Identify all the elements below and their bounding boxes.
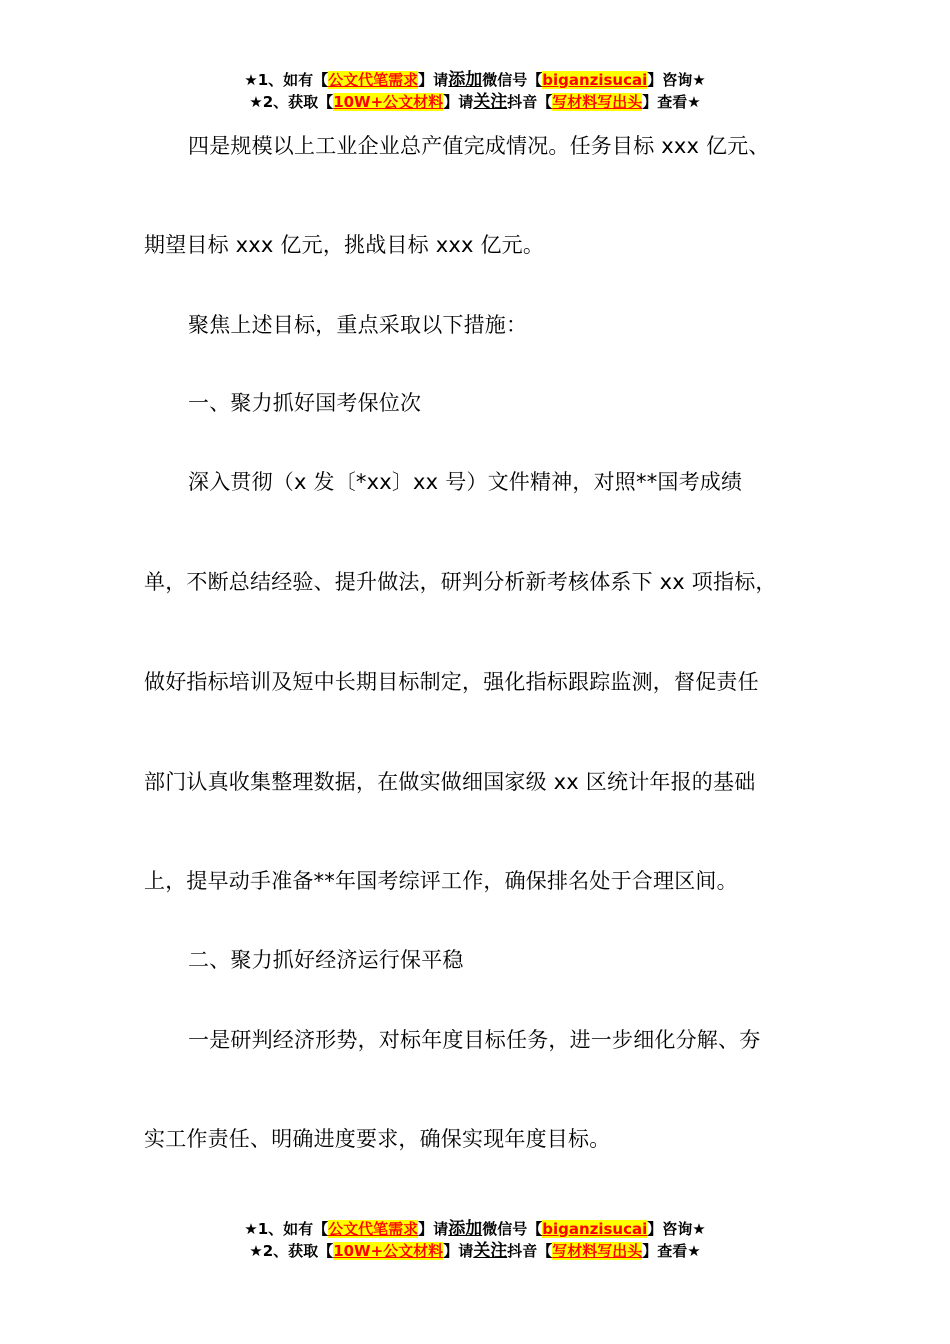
banner-text: 微信号【: [482, 1220, 543, 1238]
banner-wechat-id: biganzisucai: [542, 1220, 648, 1238]
banner-line-1: [0, 69, 950, 91]
banner-emphasis: 关注: [473, 1241, 508, 1261]
banner-wechat-id: biganzisucai: [542, 71, 648, 89]
header-banner: [0, 69, 950, 113]
body-line: 做好指标培训及短中长期目标制定，强化指标跟踪监测，督促责任: [144, 670, 759, 694]
banner-text: 】请: [418, 1220, 449, 1238]
banner-emphasis: 关注: [473, 92, 508, 112]
body-line: 实工作责任、明确进度要求，确保实现年度目标。: [144, 1127, 611, 1151]
banner-line-1: [0, 1218, 950, 1240]
banner-text: 抖音【: [507, 1242, 553, 1260]
banner-highlight: 公文代笔需求: [328, 1220, 419, 1238]
banner-text: 微信号【: [482, 71, 543, 89]
banner-highlight: 10W+公文材料: [333, 1242, 444, 1260]
banner-text: ★2、获取【: [249, 1242, 334, 1260]
body-line: 部门认真收集整理数据，在做实做细国家级 xx 区统计年报的基础: [144, 770, 756, 794]
banner-text: 】请: [443, 1242, 474, 1260]
banner-text: 】查看★: [642, 1242, 701, 1260]
banner-text: 】查看★: [642, 93, 701, 111]
body-line: 四是规模以上工业企业总产值完成情况。任务目标 xxx 亿元、: [188, 134, 770, 158]
banner-text: ★1、如有【: [244, 1220, 329, 1238]
banner-text: 抖音【: [507, 93, 553, 111]
body-line: 聚焦上述目标，重点采取以下措施：: [188, 313, 528, 337]
body-line: 一是研判经济形势，对标年度目标任务，进一步细化分解、夯: [188, 1028, 761, 1052]
body-line: 上，提早动手准备**年国考综评工作，确保排名处于合理区间。: [144, 869, 738, 893]
banner-line-2: [0, 1240, 950, 1262]
banner-text: ★1、如有【: [244, 71, 329, 89]
body-line: 期望目标 xxx 亿元，挑战目标 xxx 亿元。: [144, 233, 545, 257]
body-line: 单，不断总结经验、提升做法，研判分析新考核体系下 xx 项指标，: [144, 570, 777, 594]
body-line: 深入贯彻（x 发〔*xx〕xx 号）文件精神，对照**国考成绩: [188, 470, 743, 494]
banner-text: 】请: [443, 93, 474, 111]
section-heading: 二、聚力抓好经济运行保平稳: [188, 948, 464, 972]
footer-banner: [0, 1218, 950, 1262]
banner-text: 】请: [418, 71, 449, 89]
banner-text: 】咨询★: [647, 1220, 706, 1238]
banner-highlight: 10W+公文材料: [333, 93, 444, 111]
banner-douyin-id: 写材料写出头: [552, 93, 643, 111]
banner-text: ★2、获取【: [249, 93, 334, 111]
banner-emphasis: 添加: [448, 1219, 483, 1239]
banner-highlight: 公文代笔需求: [328, 71, 419, 89]
banner-douyin-id: 写材料写出头: [552, 1242, 643, 1260]
banner-text: 】咨询★: [647, 71, 706, 89]
banner-line-2: [0, 91, 950, 113]
banner-emphasis: 添加: [448, 70, 483, 90]
section-heading: 一、聚力抓好国考保位次: [188, 391, 422, 415]
